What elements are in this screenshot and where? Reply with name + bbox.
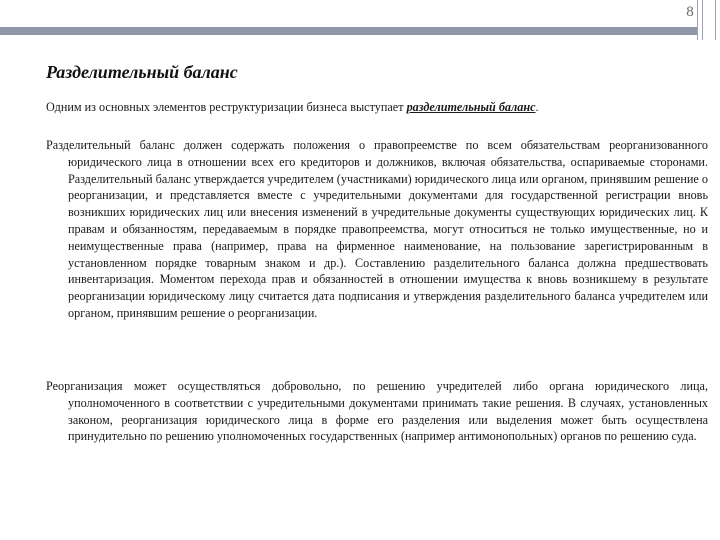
decorative-line: [702, 0, 703, 40]
header-strip: [0, 27, 698, 35]
decorative-line: [715, 0, 716, 40]
intro-end: .: [535, 100, 539, 114]
intro-paragraph: [46, 99, 686, 116]
body-paragraph-1: Разделительный баланс должен содержать положения о правопреемстве по всем обязательствам реорганизованного юридического лица в отношении всех его кредиторов и должников, включая обязательства, оспариваемые сторонами. Разделительный баланс утверждается учредителем (участниками) юридического лица или органом, принявшим решение о реорганизации, и представляется вместе с учредительными документами для государственной регистрации вновь возникших юридических лиц или внесения изменений в учредительные документы существующих юридических лиц. К правам и обязанностям, передаваемым в порядке правопреемства, могут относиться не только имущественные, но и неимущественные права (например, права на фирменное наименование, на пользование зарегистрированным в установленном порядке товарным знаком и др.). Составлению разделительного баланса должна предшествовать инвентаризация. Моментом перехода прав и обязанностей в отношении имущества к вновь возникшему в результате реорганизации юридическому лицу считается дата подписания и утверждения разделительного баланса учредителем или органом, принявшим решение о реорганизации.: [46, 138, 708, 320]
key-term: разделительный баланс: [406, 100, 536, 114]
page-number: 8: [686, 4, 694, 20]
intro-text: Одним из основных элементов реструктуризации бизнеса выступает: [46, 100, 407, 114]
slide-title: Разделительный баланс: [46, 62, 238, 82]
body-paragraph-2: Реорганизация может осуществляться добровольно, по решению учредителей либо органа юридического лица, уполномоченного в соответствии с учредительными документами принимать такие решения. В случаях, установленных законом, реорганизация юридического лица в форме его разделения или выделения может быть осуществлена принудительно по решению уполномоченных государственных (например антимонопольных) органов по решению суда.: [46, 379, 708, 444]
decorative-line: [697, 0, 698, 40]
header-band: [0, 0, 720, 27]
